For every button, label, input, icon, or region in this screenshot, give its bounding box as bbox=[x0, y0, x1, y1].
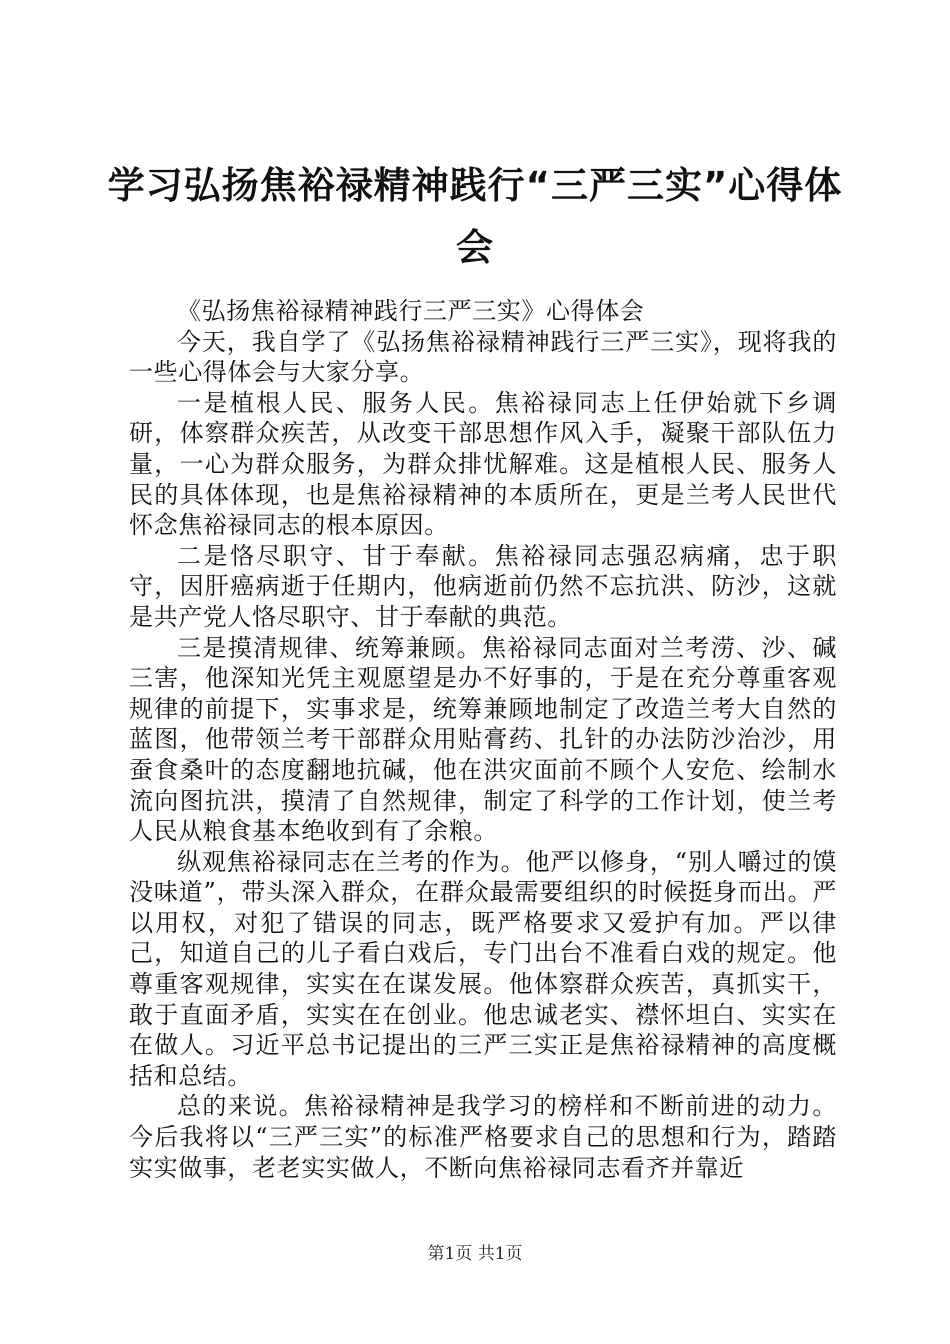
paragraph-subtitle: 《弘扬焦裕禄精神践行三严三实》心得体会 bbox=[177, 297, 645, 325]
paragraph-conclusion: 总的来说。焦裕禄精神是我学习的榜样和不断前进的动力。今后我将以“三严三实”的标准严格要求自己的思想和行为，踏踏实实做事，老老实实做人，不断向焦裕禄同志看齐并靠近 bbox=[129, 1092, 837, 1182]
page-number-footer: 第1页 共1页 bbox=[427, 1244, 523, 1264]
paragraph-point-one: 一是植根人民、服务人民。焦裕禄同志上任伊始就下乡调研，体察群众疾苦，从改变干部思想作风入手，凝聚干部队伍力量，一心为群众服务，为群众排忧解难。这是植根人民、服务人民的具体体现，也是焦裕禄精神的本质所在，更是兰考人民世代怀念焦裕禄同志的根本原因。 bbox=[129, 388, 837, 540]
paragraph-point-three: 三是摸清规律、统筹兼顾。焦裕禄同志面对兰考涝、沙、碱三害，他深知光凭主观愿望是办不好事的，于是在充分尊重客观规律的前提下，实事求是，统筹兼顾地制定了改造兰考大自然的蓝图，他带领兰考干部群众用贴膏药、扎针的办法防沙治沙，用蚕食桑叶的态度翻地抗碱，他在洪灾面前不顾个人安危、绘制水流向图抗洪，摸清了自然规律，制定了科学的工作计划，使兰考人民从粮食基本绝收到有了余粮。 bbox=[129, 633, 837, 846]
document-title: 学习弘扬焦裕禄精神践行“三严三实”心得体会 bbox=[107, 164, 843, 269]
paragraph-intro: 今天，我自学了《弘扬焦裕禄精神践行三严三实》，现将我的一些心得体会与大家分享。 bbox=[129, 327, 837, 387]
paragraph-overview: 纵观焦裕禄同志在兰考的作为。他严以修身，“别人嚼过的馍没味道”，带头深入群众，在群众最需要组织的时候挺身而出。严以用权，对犯了错误的同志，既严格要求又爱护有加。严以律己，知道自己的儿子看白戏后，专门出台不准看白戏的规定。他尊重客观规律，实实在在谋发展。他体察群众疾苦，真抓实干，敢于直面矛盾，实实在在创业。他忠诚老实、襟怀坦白、实实在在做人。习近平总书记提出的三严三实正是焦裕禄精神的高度概括和总结。 bbox=[129, 847, 837, 1090]
document-body bbox=[129, 296, 837, 1183]
paragraph-point-two: 二是恪尽职守、甘于奉献。焦裕禄同志强忍病痛，忠于职守，因肝癌病逝于任期内，他病逝前仍然不忘抗洪、防沙，这就是共产党人恪尽职守、甘于奉献的典范。 bbox=[129, 541, 837, 631]
